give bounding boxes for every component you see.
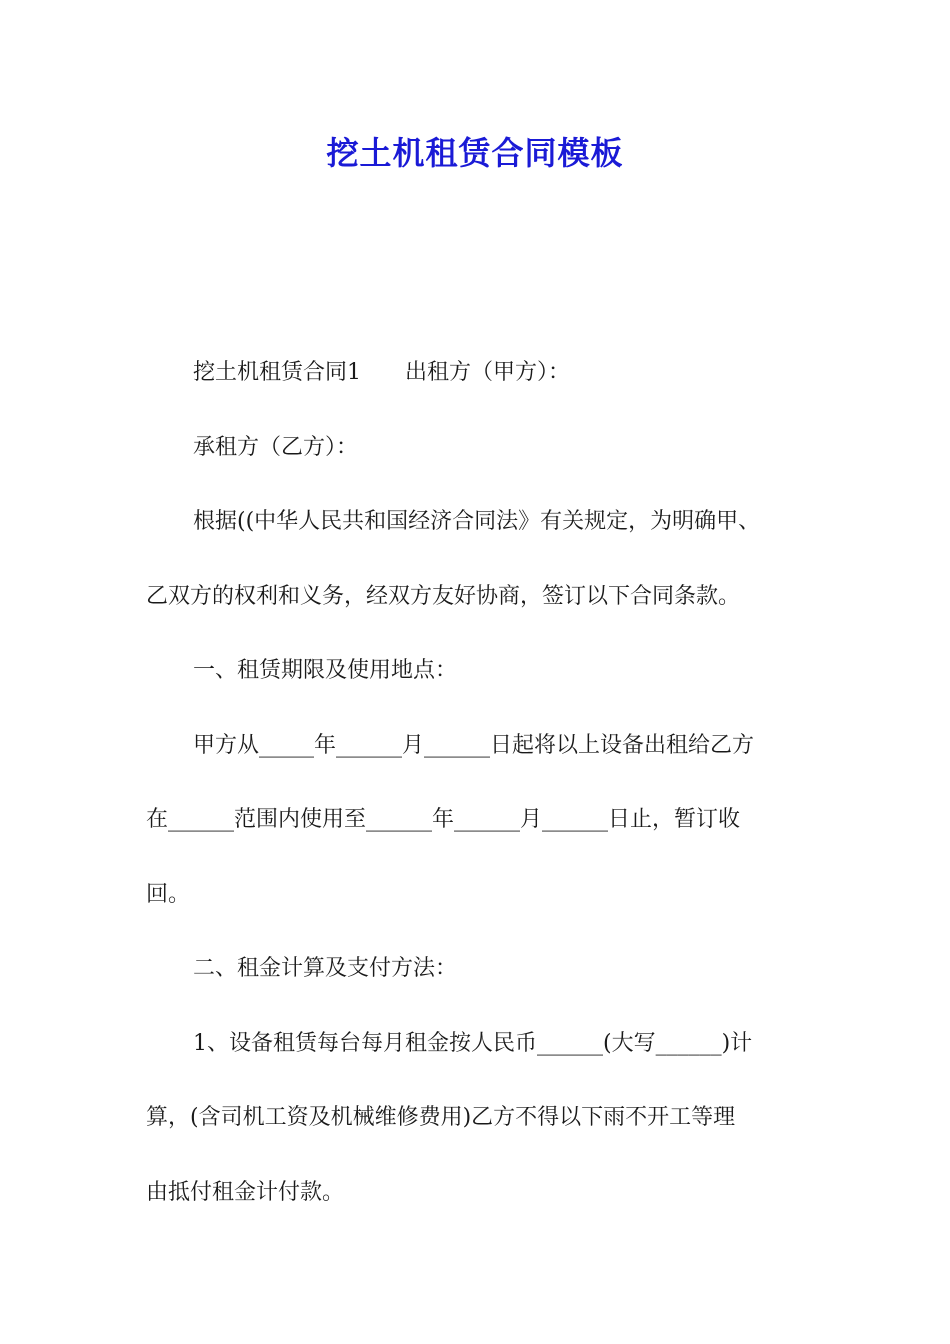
lessee-line: 承租方（乙方）： [193,434,359,460]
section-heading: 一、租赁期限及使用地点： [193,658,458,683]
paragraph-line: 由抵付租金计付款。 [146,1179,345,1205]
paragraph-line: 甲方从_____年______月______日起将以上设备出租给乙方 [193,732,755,758]
paragraph-line: 回。 [146,881,191,907]
paragraph-line: 在______范围内使用至______年______月______日止，暂订收 [146,807,741,832]
contract-heading-line: 挖土机租赁合同1 出租方（甲方）： [193,360,570,385]
document-body [146,336,816,1230]
section-heading: 二、租金计算及支付方法： [193,956,458,981]
paragraph-line: 根据((中华人民共和国经济合同法》有关规定，为明确甲、 [193,509,761,534]
paragraph-line: 乙双方的权利和义务，经双方友好协商，签订以下合同条款。 [146,583,741,609]
paragraph-line: 算，(含司机工资及机械维修费用)乙方不得以下雨不开工等理 [146,1105,736,1130]
document-title: 挖土机租赁合同模板 [326,134,624,172]
paragraph-line: 1、设备租赁每台每月租金按人民币______(大写______)计 [193,1030,753,1056]
